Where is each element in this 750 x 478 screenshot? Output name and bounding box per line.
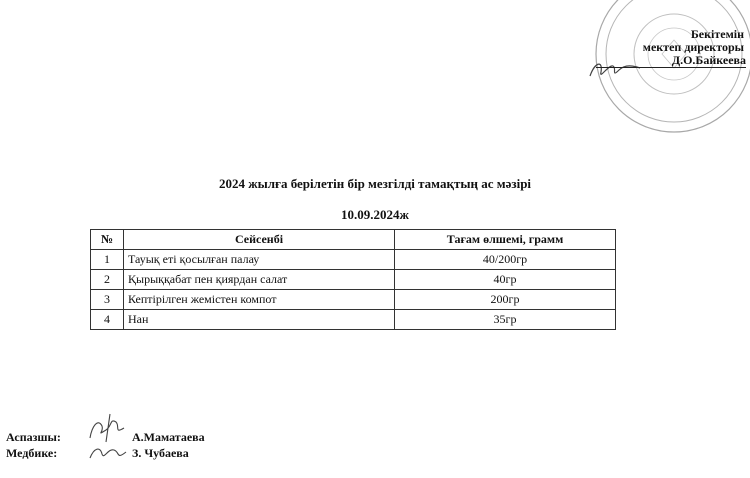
menu-title: 2024 жылға берілетін бір мезгілді тамақтың ас мәзірі <box>218 176 532 191</box>
row-dish: Кептірілген жемістен компот <box>124 290 395 310</box>
row-weight: 40/200гр <box>395 250 616 270</box>
row-weight: 35гр <box>395 310 616 330</box>
menu-date: 10.09.2024ж <box>341 207 409 222</box>
row-weight: 200гр <box>395 290 616 310</box>
row-number: 4 <box>91 310 124 330</box>
header-weight: Тағам өлшемі, грамм <box>395 230 616 250</box>
cook-role: Аспазшы: <box>6 430 61 444</box>
approval-line-3: Д.О.Байкеева <box>596 54 746 68</box>
nurse-signature <box>86 440 132 466</box>
nurse-role: Медбике: <box>6 446 58 460</box>
row-number: 2 <box>91 270 124 290</box>
table-row <box>91 270 616 290</box>
nurse-name: З. Чубаева <box>132 446 189 460</box>
table-row <box>91 290 616 310</box>
approval-line-1: Бекітемін <box>690 27 744 41</box>
row-number: 1 <box>91 250 124 270</box>
row-dish: Қырыққабат пен қиярдан салат <box>124 270 395 290</box>
approval-line-2: мектеп директоры <box>642 40 744 54</box>
table-header-row <box>91 230 616 250</box>
header-number: № <box>91 230 124 250</box>
table-row <box>91 310 616 330</box>
header-dish: Сейсенбі <box>124 230 395 250</box>
row-number: 3 <box>91 290 124 310</box>
row-dish: Нан <box>124 310 395 330</box>
row-weight: 40гр <box>395 270 616 290</box>
row-dish: Тауық еті қосылған палау <box>124 250 395 270</box>
approval-block <box>596 28 744 68</box>
cook-name: А.Маматаева <box>132 430 205 444</box>
nurse-signature-line <box>6 446 189 461</box>
table-row <box>91 250 616 270</box>
cook-signature-line <box>6 430 205 445</box>
menu-table <box>90 229 616 330</box>
